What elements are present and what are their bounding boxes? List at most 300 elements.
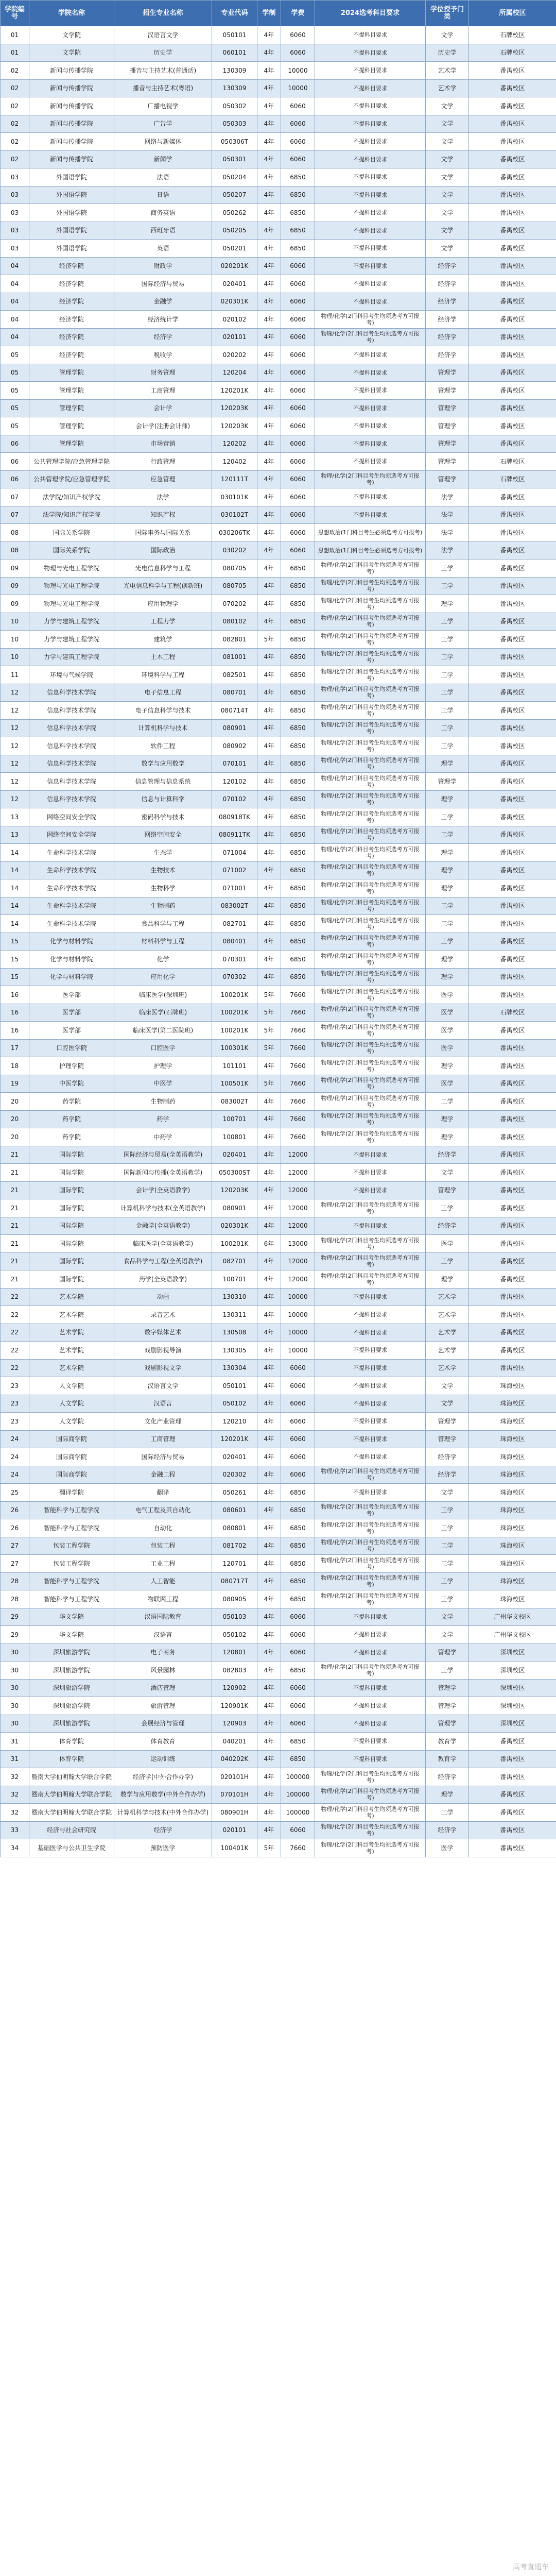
cell-major-code: 050207 [212,186,257,204]
cell-campus: 番禺校区 [469,204,556,222]
cell-major-code: 101101 [212,1057,257,1075]
cell-major-code: 070101H [212,1786,257,1804]
cell-college-name: 力学与建筑工程学院 [29,648,114,666]
cell-degree-category: 工学 [426,1537,469,1555]
cell-subject-requirement: 不提科目要求 [315,1324,426,1342]
cell-campus: 广州华文校区 [469,1608,556,1626]
cell-tuition: 6060 [281,417,315,435]
cell-duration: 5年 [257,1839,281,1857]
cell-duration: 4年 [257,399,281,417]
cell-campus: 珠海校区 [469,1413,556,1431]
cell-tuition: 13000 [281,1235,315,1253]
watermark: 高考直通车 [513,2563,549,2571]
cell-degree-category: 工学 [426,826,469,844]
cell-college-name: 智能科学与工程学院 [29,1572,114,1590]
cell-tuition: 6060 [281,1626,315,1644]
cell-degree-category: 管理学 [426,773,469,791]
cell-major-name: 法语 [114,168,212,187]
cell-major-name: 汉语言文学 [114,1377,212,1395]
cell-degree-category: 工学 [426,1572,469,1590]
cell-subject-requirement: 不提科目要求 [315,257,426,275]
cell-major-code: 120111T [212,470,257,488]
cell-major-name: 计算机科学与技术(全英语教学) [114,1199,212,1217]
cell-tuition: 6850 [281,897,315,915]
cell-duration: 4年 [257,1270,281,1289]
cell-duration: 4年 [257,240,281,258]
cell-duration: 4年 [257,684,281,702]
cell-major-code: 120203K [212,417,257,435]
cell-subject-requirement: 物理/化学(2门科目考生均须选考方可报考) [315,1786,426,1804]
cell-major-code: 080918TK [212,808,257,826]
cell-college-id: 06 [1,453,29,471]
cell-degree-category: 理学 [426,1128,469,1146]
cell-degree-category: 理学 [426,755,469,773]
cell-college-id: 23 [1,1395,29,1413]
cell-college-id: 12 [1,755,29,773]
cell-college-name: 生命科学技术学院 [29,861,114,879]
cell-degree-category: 工学 [426,648,469,666]
cell-tuition: 100000 [281,1786,315,1804]
cell-tuition: 7660 [281,1057,315,1075]
cell-major-code: 120801 [212,1643,257,1662]
cell-major-code: 130309 [212,79,257,97]
cell-degree-category: 经济学 [426,346,469,364]
cell-major-code: 040202K [212,1750,257,1768]
cell-subject-requirement: 物理/化学(2门科目考生均须选考方可报考) [315,844,426,862]
cell-college-id: 32 [1,1768,29,1786]
cell-major-name: 行政管理 [114,453,212,471]
table-row [1,951,556,969]
cell-college-id: 22 [1,1342,29,1360]
table-row [1,719,556,737]
cell-duration: 4年 [257,1306,281,1324]
cell-college-name: 艺术学院 [29,1324,114,1342]
cell-duration: 5年 [257,1075,281,1093]
cell-major-name: 知识产权 [114,506,212,524]
cell-major-name: 电气工程及其自动化 [114,1501,212,1519]
cell-major-code: 070302 [212,968,257,986]
cell-major-name: 网络与新媒体 [114,133,212,151]
cell-college-name: 经济学院 [29,257,114,275]
cell-subject-requirement: 不提科目要求 [315,240,426,258]
cell-campus: 番禺校区 [469,1181,556,1199]
cell-college-id: 23 [1,1377,29,1395]
cell-major-name: 生物技术 [114,861,212,879]
cell-tuition: 6060 [281,293,315,311]
cell-degree-category: 工学 [426,1590,469,1608]
cell-college-id: 30 [1,1643,29,1662]
cell-campus: 番禺校区 [469,364,556,382]
cell-duration: 4年 [257,1288,281,1306]
table-row [1,541,556,560]
cell-tuition: 6060 [281,150,315,168]
cell-major-code: 050300ST [212,1164,257,1182]
cell-degree-category: 管理学 [426,364,469,382]
cell-duration: 4年 [257,133,281,151]
cell-major-name: 信息管理与信息系统 [114,773,212,791]
table-row [1,986,556,1004]
cell-tuition: 6850 [281,915,315,933]
cell-subject-requirement: 不提科目要求 [315,26,426,44]
cell-major-code: 082501 [212,666,257,684]
cell-tuition: 6060 [281,435,315,453]
table-row [1,1199,556,1217]
cell-duration: 4年 [257,115,281,133]
table-row [1,1359,556,1377]
cell-subject-requirement: 不提科目要求 [315,1146,426,1164]
cell-campus: 深圳校区 [469,1643,556,1662]
header-tuition: 学费 [281,1,315,26]
cell-major-code: 080911TK [212,826,257,844]
cell-subject-requirement: 物理/化学(2门科目考生均须选考方可报考) [315,1555,426,1573]
cell-tuition: 6850 [281,168,315,187]
table-row [1,1768,556,1786]
table-row [1,506,556,524]
table-row [1,257,556,275]
cell-major-name: 光电信息科学与工程 [114,560,212,578]
cell-college-id: 22 [1,1306,29,1324]
cell-tuition: 6060 [281,311,315,329]
cell-campus: 番禺校区 [469,1821,556,1839]
cell-college-name: 国际学院 [29,1181,114,1199]
cell-college-id: 20 [1,1110,29,1128]
cell-subject-requirement: 物理/化学(2门科目考生均须选考方可报考) [315,968,426,986]
cell-college-id: 14 [1,897,29,915]
cell-major-code: 020301K [212,293,257,311]
cell-degree-category: 文学 [426,240,469,258]
cell-college-id: 04 [1,311,29,329]
cell-subject-requirement: 物理/化学(2门科目考生均须选考方可报考) [315,719,426,737]
cell-degree-category: 文学 [426,168,469,187]
cell-major-name: 数字媒体艺术 [114,1324,212,1342]
cell-college-name: 物理与光电工程学院 [29,595,114,613]
cell-degree-category: 文学 [426,150,469,168]
cell-major-name: 药学 [114,1110,212,1128]
cell-subject-requirement: 物理/化学(2门科目考生均须选考方可报考) [315,986,426,1004]
cell-major-name: 人工智能 [114,1572,212,1590]
cell-major-code: 060101 [212,44,257,62]
cell-college-id: 06 [1,435,29,453]
cell-degree-category: 文学 [426,1164,469,1182]
cell-subject-requirement: 物理/化学(2门科目考生均须选考方可报考) [315,1039,426,1057]
table-row [1,1821,556,1839]
cell-duration: 5年 [257,1022,281,1040]
cell-degree-category: 经济学 [426,311,469,329]
cell-subject-requirement: 物理/化学(2门科目考生均须选考方可报考) [315,1057,426,1075]
cell-campus: 番禺校区 [469,150,556,168]
cell-degree-category: 工学 [426,808,469,826]
cell-tuition: 6060 [281,1679,315,1697]
cell-major-name: 软件工程 [114,737,212,755]
cell-subject-requirement: 不提科目要求 [315,1715,426,1733]
cell-major-name: 预防医学 [114,1839,212,1857]
cell-campus: 番禺校区 [469,826,556,844]
cell-tuition: 6060 [281,1359,315,1377]
cell-major-code: 080705 [212,577,257,595]
cell-duration: 4年 [257,346,281,364]
table-row [1,1342,556,1360]
cell-tuition: 6060 [281,1643,315,1662]
cell-campus: 番禺校区 [469,1128,556,1146]
cell-college-name: 深圳旅游学院 [29,1715,114,1733]
cell-major-name: 汉语言 [114,1626,212,1644]
cell-major-code: 050102 [212,1626,257,1644]
table-row [1,648,556,666]
cell-duration: 4年 [257,790,281,808]
table-row [1,1643,556,1662]
cell-degree-category: 医学 [426,1039,469,1057]
cell-duration: 4年 [257,311,281,329]
cell-degree-category: 法学 [426,488,469,506]
cell-campus: 石牌校区 [469,453,556,471]
cell-tuition: 6060 [281,506,315,524]
cell-major-code: 020302 [212,1466,257,1484]
cell-duration: 4年 [257,1662,281,1680]
cell-college-id: 12 [1,737,29,755]
cell-degree-category: 管理学 [426,382,469,400]
cell-college-id: 12 [1,790,29,808]
cell-major-name: 税收学 [114,346,212,364]
cell-duration: 4年 [257,666,281,684]
table-row [1,1252,556,1270]
cell-college-id: 13 [1,808,29,826]
cell-degree-category: 管理学 [426,417,469,435]
cell-major-name: 法学 [114,488,212,506]
cell-campus: 番禺校区 [469,1733,556,1751]
cell-campus: 番禺校区 [469,861,556,879]
cell-college-id: 20 [1,1128,29,1146]
cell-major-name: 播音与主持艺术(普通话) [114,62,212,80]
cell-college-id: 03 [1,240,29,258]
cell-tuition: 6060 [281,453,315,471]
cell-college-id: 14 [1,915,29,933]
cell-major-code: 130311 [212,1306,257,1324]
cell-major-name: 国际事务与国际关系 [114,524,212,542]
cell-major-code: 083002T [212,897,257,915]
cell-subject-requirement: 物理/化学(2门科目考生均须选考方可报考) [315,1501,426,1519]
table-row [1,1413,556,1431]
cell-college-name: 公共管理学院/应急管理学院 [29,470,114,488]
cell-duration: 4年 [257,1484,281,1502]
cell-college-id: 24 [1,1448,29,1466]
cell-campus: 番禺校区 [469,328,556,346]
cell-major-name: 生态学 [114,844,212,862]
cell-degree-category: 经济学 [426,1768,469,1786]
cell-campus: 番禺校区 [469,115,556,133]
cell-tuition: 6850 [281,1484,315,1502]
cell-major-code: 080905 [212,1590,257,1608]
cell-duration: 4年 [257,595,281,613]
table-row [1,879,556,897]
cell-major-name: 英语 [114,240,212,258]
cell-major-name: 运动训练 [114,1750,212,1768]
cell-degree-category: 理学 [426,879,469,897]
cell-major-name: 经济学 [114,328,212,346]
cell-degree-category: 理学 [426,968,469,986]
cell-campus: 番禺校区 [469,541,556,560]
cell-college-name: 深圳旅游学院 [29,1662,114,1680]
cell-degree-category: 工学 [426,915,469,933]
cell-duration: 4年 [257,1608,281,1626]
cell-tuition: 100000 [281,1804,315,1822]
cell-duration: 4年 [257,915,281,933]
cell-tuition: 6060 [281,1466,315,1484]
cell-duration: 4年 [257,1626,281,1644]
cell-college-name: 经济学院 [29,293,114,311]
cell-major-name: 环境科学与工程 [114,666,212,684]
cell-tuition: 6060 [281,1395,315,1413]
table-row [1,631,556,649]
cell-major-code: 050302 [212,97,257,115]
cell-college-id: 31 [1,1733,29,1751]
cell-degree-category: 理学 [426,1110,469,1128]
cell-subject-requirement: 不提科目要求 [315,293,426,311]
cell-college-name: 深圳旅游学院 [29,1679,114,1697]
cell-major-code: 080901 [212,719,257,737]
header-major-name: 招生专业名称 [114,1,212,26]
cell-college-id: 33 [1,1821,29,1839]
cell-campus: 深圳校区 [469,1679,556,1697]
cell-college-name: 管理学院 [29,364,114,382]
cell-subject-requirement: 物理/化学(2门科目考生均须选考方可报考) [315,755,426,773]
cell-degree-category: 文学 [426,1395,469,1413]
cell-duration: 4年 [257,541,281,560]
cell-campus: 番禺校区 [469,1217,556,1235]
cell-college-name: 力学与建筑工程学院 [29,613,114,631]
cell-tuition: 6060 [281,275,315,293]
cell-major-code: 050205 [212,222,257,240]
cell-major-name: 土木工程 [114,648,212,666]
cell-tuition: 6850 [281,1501,315,1519]
cell-major-code: 082701 [212,1252,257,1270]
cell-college-id: 05 [1,346,29,364]
cell-major-name: 商务英语 [114,204,212,222]
cell-major-name: 工商管理 [114,1430,212,1448]
cell-major-name: 食品科学与工程(全英语教学) [114,1252,212,1270]
cell-college-id: 02 [1,150,29,168]
cell-major-name: 生物制药 [114,1093,212,1111]
cell-duration: 4年 [257,560,281,578]
cell-major-code: 020401 [212,1146,257,1164]
cell-duration: 4年 [257,435,281,453]
cell-subject-requirement: 物理/化学(2门科目考生均须选考方可报考) [315,897,426,915]
cell-campus: 番禺校区 [469,133,556,151]
cell-college-name: 新闻与传播学院 [29,150,114,168]
cell-college-name: 国际商学院 [29,1448,114,1466]
cell-major-code: 130310 [212,1288,257,1306]
cell-subject-requirement: 不提科目要求 [315,275,426,293]
cell-degree-category: 经济学 [426,293,469,311]
cell-subject-requirement: 不提科目要求 [315,79,426,97]
cell-subject-requirement: 不提科目要求 [315,382,426,400]
cell-duration: 4年 [257,577,281,595]
cell-subject-requirement: 不提科目要求 [315,222,426,240]
cell-major-name: 信息与计算科学 [114,790,212,808]
cell-duration: 4年 [257,933,281,951]
table-row [1,346,556,364]
cell-major-name: 工商管理 [114,382,212,400]
cell-major-code: 130305 [212,1342,257,1360]
cell-campus: 番禺校区 [469,808,556,826]
cell-college-id: 12 [1,702,29,720]
cell-degree-category: 文学 [426,26,469,44]
cell-degree-category: 经济学 [426,1821,469,1839]
cell-campus: 广州华文校区 [469,1626,556,1644]
cell-tuition: 6060 [281,470,315,488]
cell-campus: 番禺校区 [469,648,556,666]
cell-tuition: 6060 [281,328,315,346]
cell-subject-requirement: 不提科目要求 [315,115,426,133]
cell-tuition: 7660 [281,1093,315,1111]
table-row [1,1839,556,1857]
cell-college-name: 生命科学技术学院 [29,915,114,933]
cell-subject-requirement: 物理/化学(2门科目考生均须选考方可报考) [315,1572,426,1590]
cell-campus: 番禺校区 [469,1110,556,1128]
cell-duration: 4年 [257,1413,281,1431]
cell-campus: 番禺校区 [469,595,556,613]
table-row [1,222,556,240]
cell-duration: 4年 [257,275,281,293]
cell-campus: 番禺校区 [469,1022,556,1040]
cell-major-name: 工业工程 [114,1555,212,1573]
cell-college-id: 02 [1,79,29,97]
cell-college-id: 29 [1,1608,29,1626]
cell-subject-requirement: 不提科目要求 [315,488,426,506]
cell-major-code: 070202 [212,595,257,613]
cell-duration: 4年 [257,44,281,62]
cell-subject-requirement: 不提科目要求 [315,186,426,204]
cell-subject-requirement: 物理/化学(2门科目考生均须选考方可报考) [315,951,426,969]
cell-tuition: 6060 [281,1715,315,1733]
cell-campus: 珠海校区 [469,1448,556,1466]
cell-degree-category: 工学 [426,1252,469,1270]
cell-subject-requirement: 不提科目要求 [315,1679,426,1697]
cell-campus: 番禺校区 [469,755,556,773]
cell-major-name: 食品科学与工程 [114,915,212,933]
cell-college-id: 14 [1,861,29,879]
cell-major-code: 120203K [212,1181,257,1199]
cell-tuition: 6850 [281,648,315,666]
cell-college-name: 中医学院 [29,1075,114,1093]
cell-degree-category: 工学 [426,1519,469,1537]
cell-subject-requirement: 不提科目要求 [315,1608,426,1626]
cell-major-code: 081702 [212,1537,257,1555]
cell-major-name: 国际新闻与传播(全英语教学) [114,1164,212,1182]
cell-major-code: 070101 [212,755,257,773]
cell-campus: 番禺校区 [469,240,556,258]
cell-duration: 4年 [257,1448,281,1466]
cell-college-id: 21 [1,1252,29,1270]
cell-tuition: 7660 [281,1039,315,1057]
cell-duration: 4年 [257,1164,281,1182]
cell-college-id: 10 [1,648,29,666]
cell-subject-requirement: 物理/化学(2门科目考生均须选考方可报考) [315,702,426,720]
cell-major-name: 戏剧影视导演 [114,1342,212,1360]
cell-degree-category: 经济学 [426,1448,469,1466]
cell-college-name: 化学与材料学院 [29,933,114,951]
cell-college-name: 法学院/知识产权学院 [29,488,114,506]
table-row [1,826,556,844]
cell-campus: 番禺校区 [469,524,556,542]
cell-subject-requirement: 物理/化学(2门科目考生均须选考方可报考) [315,470,426,488]
cell-college-name: 艺术学院 [29,1342,114,1360]
cell-duration: 4年 [257,1821,281,1839]
cell-degree-category: 工学 [426,666,469,684]
cell-campus: 珠海校区 [469,1395,556,1413]
table-row [1,399,556,417]
table-row [1,1430,556,1448]
cell-major-code: 100201K [212,1022,257,1040]
